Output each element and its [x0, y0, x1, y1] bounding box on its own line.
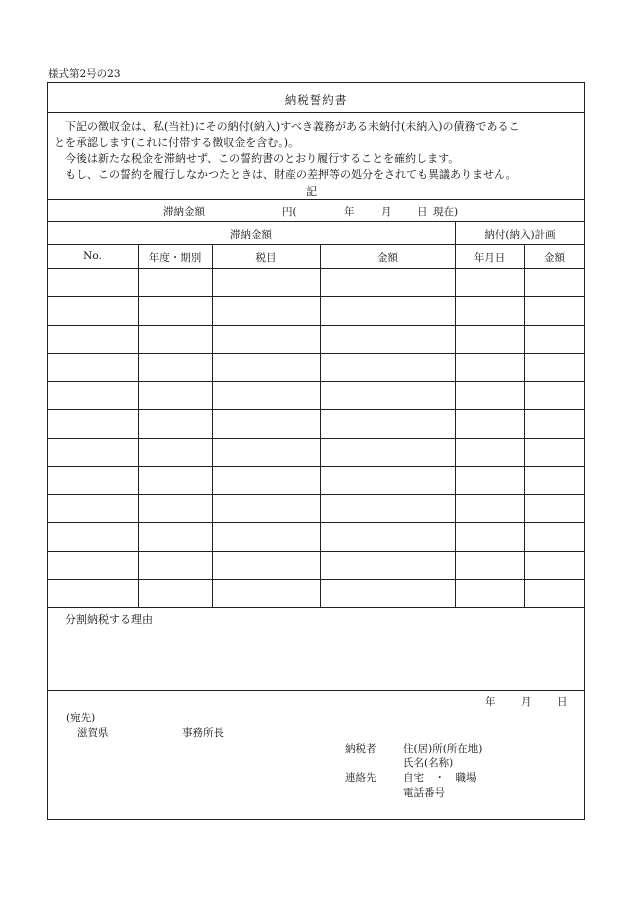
- contact-label: 連絡先: [345, 772, 377, 784]
- taxpayer-address-label: 住(居)所(所在地): [403, 743, 483, 755]
- divider-group-header: [47, 244, 585, 245]
- phone-number-label: 電話番号: [403, 787, 445, 799]
- divider-title: [47, 112, 585, 113]
- arrears-yen-label: 円(: [282, 206, 297, 218]
- col-header-no: No.: [83, 250, 102, 262]
- addressee-office-head: 事務所長: [182, 727, 224, 739]
- col-header-amount: 金額: [377, 252, 398, 264]
- contact-home-work: 自宅 ・ 職場: [403, 772, 477, 784]
- form-number: 様式第2号の23: [48, 68, 121, 80]
- table-row: [47, 438, 585, 439]
- statement-line-1: 下記の徴収金は、私(当社)にその納付(納入)すべき義務がある未納付(未納入)の債務であるこ: [54, 120, 520, 133]
- col-header-date: 年月日: [473, 252, 506, 264]
- divider-col-3: [320, 244, 321, 607]
- table-group-arrears: 滞納金額: [230, 229, 272, 241]
- table-row: [47, 579, 585, 580]
- statement-line-2: とを承認します(これに付帯する徴収金を含む。)。: [54, 136, 300, 149]
- table-row: [47, 551, 585, 552]
- table-row: [47, 353, 585, 354]
- table-row: [47, 381, 585, 382]
- arrears-month-label: 月: [381, 206, 392, 218]
- table-row: [47, 296, 585, 297]
- form-title: 納税誓約書: [284, 93, 348, 107]
- ki-heading: 記: [306, 185, 317, 198]
- statement-line-4: もし、この誓約を履行しなかつたときは、財産の差押等の処分をされても異議ありません。: [54, 168, 517, 181]
- arrears-asof-label: 現在): [433, 206, 459, 218]
- date-month-label: 月: [521, 696, 532, 708]
- date-day-label: 日: [557, 696, 568, 708]
- arrears-amount-label: 滞納金額: [163, 206, 205, 218]
- table-row: [47, 325, 585, 326]
- divider-col-2: [212, 244, 213, 607]
- taxpayer-name-label: 氏名(名称): [403, 757, 454, 769]
- col-header-plan-amount: 金額: [544, 252, 565, 264]
- divider-arrears: [47, 221, 585, 222]
- table-row: [47, 494, 585, 495]
- table-row: [47, 268, 585, 269]
- table-group-payment-plan: 納付(納入)計画: [484, 229, 556, 241]
- arrears-day-label: 日: [417, 206, 428, 218]
- col-header-fiscal-period: 年度・期別: [148, 252, 202, 264]
- installment-reason-label: 分割納税する理由: [65, 613, 153, 626]
- divider-statement: [47, 199, 585, 200]
- divider-col-plan: [455, 221, 456, 607]
- table-row: [47, 466, 585, 467]
- divider-col-1: [138, 244, 139, 607]
- col-header-tax-item: 税目: [255, 252, 277, 264]
- divider-col-5: [524, 244, 525, 607]
- arrears-year-label: 年: [344, 206, 355, 218]
- table-row: [47, 522, 585, 523]
- addressee-label: (宛先): [66, 712, 96, 724]
- divider-table-bottom: [47, 607, 585, 608]
- taxpayer-label: 納税者: [345, 743, 377, 755]
- addressee-prefecture: 滋賀県: [77, 727, 109, 739]
- table-row: [47, 409, 585, 410]
- date-year-label: 年: [485, 696, 496, 708]
- statement-line-3: 今後は新たな税金を滞納せず、この誓約書のとおり履行することを確約します。: [54, 152, 460, 165]
- divider-reason: [47, 690, 585, 691]
